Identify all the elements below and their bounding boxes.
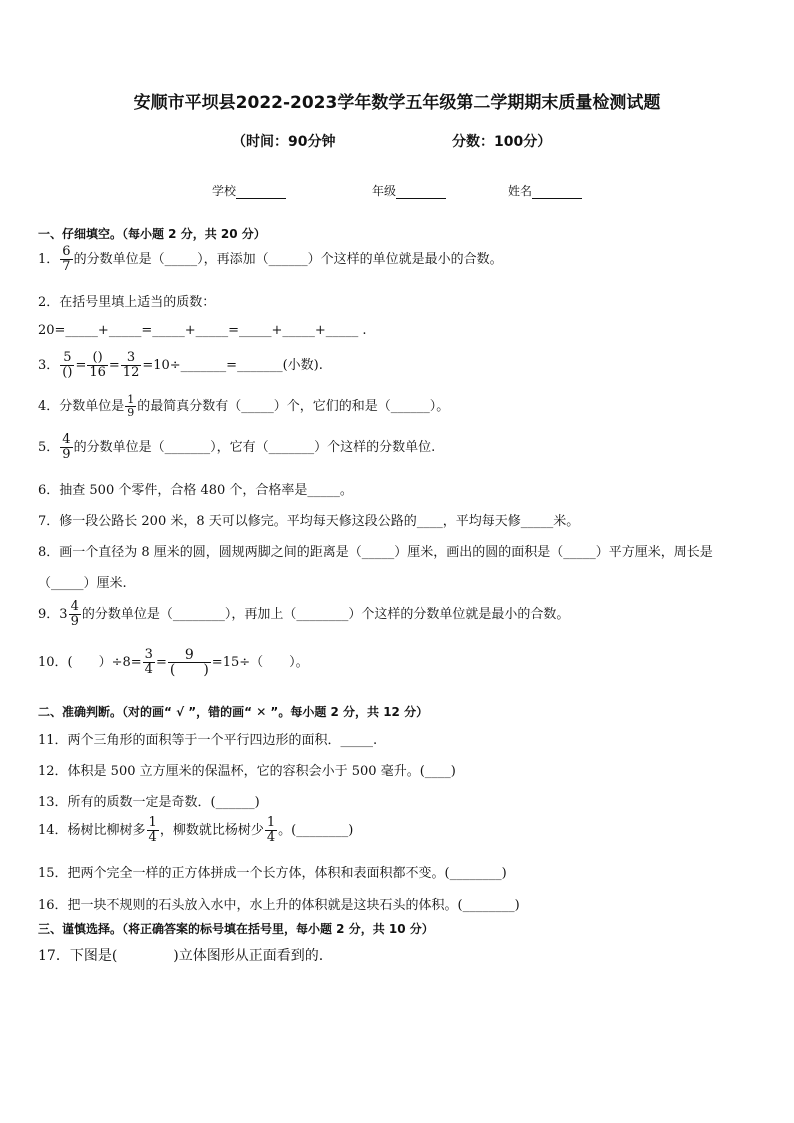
grade-field [372, 182, 446, 199]
question-15: 15．把两个完全一样的正方体拼成一个长方体，体积和表面积都不变。(________) [38, 866, 507, 881]
q14-fraction-1 [147, 816, 159, 845]
q5-numerator: 4 [62, 432, 71, 447]
q9-text: 的分数单位是（________），再加上（________）个这样的分数单位就是最小的合数。 [81, 607, 570, 622]
section-1-heading: 一、仔细填空。（每小题 2 分，共 20 分） [38, 227, 266, 241]
grade-label: 年级 [372, 184, 397, 198]
q10-fraction-1 [143, 648, 155, 677]
question-13: 13．所有的质数一定是奇数．(______) [38, 795, 260, 810]
name-field [508, 182, 582, 199]
q9-mixed-number [59, 600, 82, 629]
q3-fraction-2 [87, 351, 108, 380]
q14-f1-numerator: 1 [148, 815, 157, 830]
q5-fraction [60, 433, 72, 462]
q3-number: 3． [38, 358, 60, 373]
school-field [212, 182, 286, 199]
q10-f1-numerator: 3 [144, 647, 153, 662]
section-2-heading: 二、准确判断。（对的画“ √ ”，错的画“ ✕ ”。每小题 2 分，共 12 分） [38, 705, 429, 719]
q9-whole: 3 [59, 607, 68, 622]
q9-number: 9． [38, 607, 60, 622]
page-title: 安顺市平坝县2022-2023学年数学五年级第二学期期末质量检测试题 [133, 93, 661, 113]
grade-blank[interactable] [396, 184, 446, 199]
question-2: 2．在括号里填上适当的质数： [38, 295, 216, 310]
q14-prefix: 14．杨树比柳树多 [38, 823, 146, 838]
q3-f1-numerator: 5 [60, 351, 74, 366]
q3-eq2: = [108, 358, 120, 373]
q3-fraction-1 [60, 351, 74, 380]
question-4 [38, 394, 449, 419]
question-2-equation: 20=_____+_____=_____+_____=_____+_____+_____ . [38, 323, 367, 338]
question-1 [38, 245, 503, 274]
question-12: 12．体积是 500 立方厘米的保温杯，它的容积会小于 500 毫升。(____) [38, 764, 456, 779]
question-11: 11．两个三角形的面积等于一个平行四边形的面积．_____. [38, 733, 378, 748]
question-10 [38, 648, 309, 677]
q3-f2-numerator: () [87, 351, 108, 366]
q9-numerator: 4 [70, 599, 79, 614]
q1-denominator: 7 [62, 259, 71, 274]
q5-denominator: 9 [62, 447, 71, 462]
q10-prefix: 10．( ）÷8= [38, 655, 142, 670]
school-label: 学校 [212, 184, 237, 198]
question-3 [38, 351, 323, 380]
q10-f2-denominator: ( ) [169, 662, 209, 678]
q10-text: =15÷（ ）。 [211, 655, 309, 670]
q14-f1-denominator: 4 [148, 830, 157, 845]
q9-denominator: 9 [70, 614, 79, 629]
q4-text: 的最简真分数有（_____）个，它们的和是（______）。 [137, 399, 450, 414]
q3-f2-denominator: 16 [89, 365, 106, 380]
q4-fraction [125, 394, 136, 419]
q4-denominator: 9 [127, 406, 135, 419]
section-3-heading: 三、谨慎选择。（将正确答案的标号填在括号里，每小题 2 分，共 10 分） [38, 922, 434, 936]
question-16: 16．把一块不规则的石头放入水中，水上升的体积就是这块石头的体积。(________) [38, 898, 520, 913]
q9-fraction [69, 600, 81, 629]
q14-text: 。(________) [278, 823, 354, 838]
q3-f3-denominator: 12 [122, 365, 140, 380]
question-9 [38, 600, 569, 629]
q5-number: 5． [38, 440, 60, 455]
q1-fraction [60, 245, 72, 274]
name-blank[interactable] [532, 184, 582, 199]
question-17: 17．下图是( )立体图形从正面看到的. [38, 948, 324, 964]
question-7: 7．修一段公路长 200 米，8 天可以修完。平均每天修这段公路的____，平均每天修_____米。 [38, 514, 580, 529]
q14-fraction-2 [265, 816, 277, 845]
q10-eq: = [155, 655, 167, 670]
q4-numerator: 1 [127, 393, 135, 406]
q1-number: 1． [38, 252, 60, 267]
exam-score: 分数：100分） [452, 134, 552, 150]
q3-rest: =10÷_______=_______(小数). [142, 358, 323, 373]
q3-fraction-3 [121, 351, 142, 380]
q14-f2-numerator: 1 [266, 815, 276, 830]
question-5 [38, 433, 435, 462]
q3-f1-denominator: () [62, 365, 73, 380]
question-8: 8．画一个直径为 8 厘米的圆，圆规两脚之间的距离是（_____）厘米，画出的圆的面积是（_____）平方厘米，周长是 [38, 545, 713, 560]
q4-prefix: 4．分数单位是 [38, 399, 125, 414]
q3-eq1: = [75, 358, 87, 373]
q5-text: 的分数单位是（_______），它有（_______）个这样的分数单位. [73, 440, 436, 455]
q10-fraction-2 [168, 648, 211, 677]
q1-text: 的分数单位是（_____），再添加（______）个这样的单位就是最小的合数。 [73, 252, 503, 267]
q3-f3-numerator: 3 [121, 351, 142, 366]
q10-f2-numerator: 9 [168, 648, 211, 663]
question-14 [38, 816, 353, 845]
q1-numerator: 6 [62, 244, 71, 259]
q14-mid: ，柳数就比杨树少 [159, 823, 264, 838]
question-8-cont: （_____）厘米. [38, 576, 127, 591]
q10-f1-denominator: 4 [144, 662, 153, 677]
question-6: 6．抽查 500 个零件，合格 480 个，合格率是_____。 [38, 483, 353, 498]
q14-f2-denominator: 4 [266, 830, 276, 845]
school-blank[interactable] [236, 184, 286, 199]
name-label: 姓名 [508, 184, 533, 198]
exam-time: （时间：90分钟 [232, 134, 336, 150]
